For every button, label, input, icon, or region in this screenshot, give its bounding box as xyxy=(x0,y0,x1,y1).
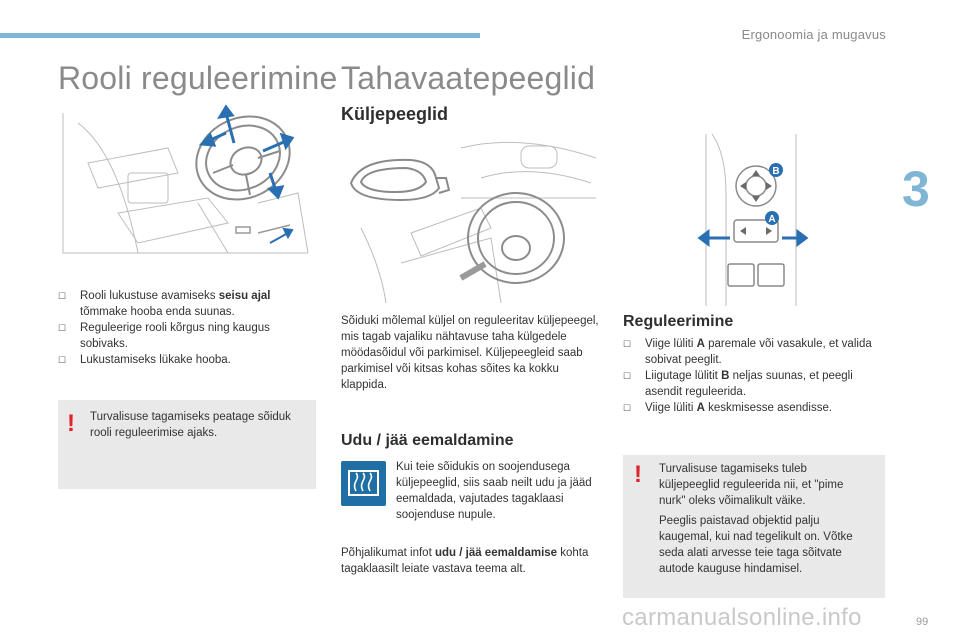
defrost-reference: Põhjalikumat infot udu / jää eemaldamise kohta tagaklaasilt leiate vastava teema alt. xyxy=(341,547,589,575)
chapter-number: 3 xyxy=(902,161,930,217)
page-number: 99 xyxy=(916,616,929,628)
section-name: Ergonoomia ja mugavus xyxy=(741,27,886,42)
steering-step: ☐ Lukustamiseks lükake hooba. xyxy=(58,352,310,368)
defrost-heading: Udu / jää eemaldamine xyxy=(341,432,514,449)
steering-title: Rooli reguleerimine xyxy=(58,60,338,96)
steering-step: ☐ Rooli lukustuse avamiseks seisu ajal tõmmake hooba enda suunas. xyxy=(58,288,310,320)
adjustment-step: ☐ Viige lüliti A paremale või vasakule, et valida sobivat peeglit. xyxy=(623,336,885,368)
mirror-warning-text-1: Turvalisuse tagamiseks tuleb küljepeeglid reguleerida nii, et "pime nurk" oleks võimalikult väike. xyxy=(659,463,844,507)
steering-steps xyxy=(58,288,310,368)
adjustment-heading: Reguleerimine xyxy=(623,313,734,330)
side-mirrors-intro: Sõiduki mõlemal küljel on reguleeritav küljepeegel, mis tagab vajaliku nähtavuse taha külgedele möödasõidul või parkimisel. Küljepeegleid saab parkimisel või kitsas kohas sõites ka kokku klappida. xyxy=(341,315,599,391)
side-mirror-illustration xyxy=(341,138,601,306)
rear-defrost-icon xyxy=(341,461,386,506)
defrost-text: Kui teie sõidukis on soojendusega küljepeeglid, siis saab neilt udu ja jääd eemaldada, vajutades tagaklaasi soojenduse nupule. xyxy=(396,461,592,521)
watermark: carmanualsonline.info xyxy=(622,604,862,631)
adjustment-step: ☐ Liigutage lülitit B neljas suunas, et peegli asendit reguleerida. xyxy=(623,368,885,400)
warning-icon: ! xyxy=(634,461,642,488)
adjustment-step: ☐ Viige lüliti A keskmisesse asendisse. xyxy=(623,400,885,416)
switch-b-label: B xyxy=(772,166,780,177)
mirrors-title: Tahavaatepeeglid xyxy=(341,60,596,96)
steering-warning-text: Turvalisuse tagamiseks peatage sõiduk rooli reguleerimise ajaks. xyxy=(90,411,291,439)
warning-icon: ! xyxy=(67,410,75,437)
steering-warning-box xyxy=(58,400,316,489)
adjustment-steps xyxy=(623,336,885,416)
mirror-control-illustration xyxy=(696,134,808,306)
header-accent-bar xyxy=(0,33,480,38)
steering-step: ☐ Reguleerige rooli kõrgus ning kaugus sobivaks. xyxy=(58,320,310,352)
mirror-warning-box xyxy=(623,455,885,598)
switch-a-label: A xyxy=(768,214,776,225)
side-mirrors-heading: Küljepeeglid xyxy=(341,104,449,124)
mirror-warning-text-2: Peeglis paistavad objektid palju kaugemal, kui nad tegelikult on. Võtke seda alati arvesse teie taga sõitvate autode kauguse hindamisel. xyxy=(659,515,853,575)
steering-illustration xyxy=(58,103,314,266)
